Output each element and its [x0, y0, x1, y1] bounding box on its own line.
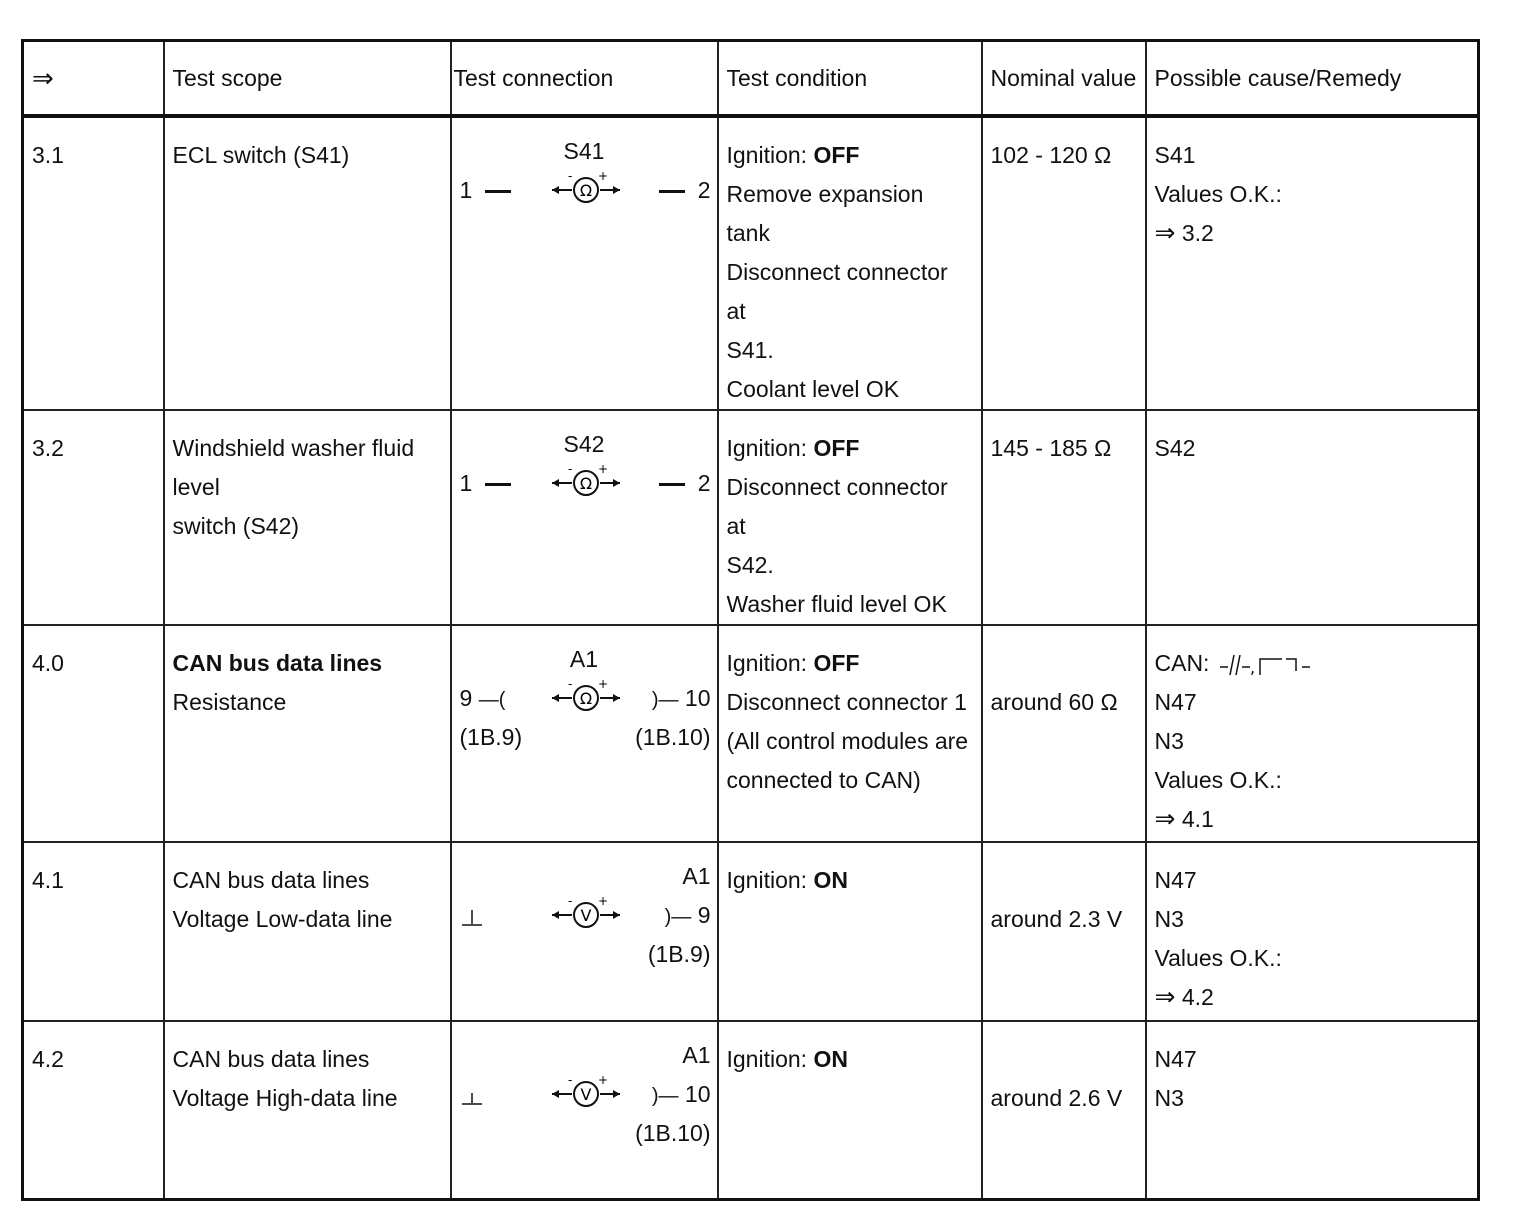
pin-left: 1 [460, 171, 511, 210]
component-label: A1 [682, 863, 711, 889]
pin-left-reference: (1B.9) [459, 724, 523, 750]
test-connection-diagram [452, 1022, 717, 1192]
nominal-cell: 145 - 185 Ω [982, 410, 1146, 625]
nominal-cell: 102 - 120 Ω [982, 116, 1146, 410]
connection-cell [451, 116, 718, 410]
component-label: S41 [563, 138, 605, 164]
svg-text:-: - [567, 678, 572, 691]
next-step-link[interactable]: ⇒ 3.2 [1154, 219, 1214, 247]
svg-text:V: V [580, 906, 591, 925]
pin-left: 1 [460, 464, 511, 503]
header-remedy: Possible cause/Remedy [1146, 41, 1479, 117]
pin-right: 2 [659, 464, 710, 503]
scope-cell: Windshield washer fluid level switch (S42) [164, 410, 451, 625]
test-connection-diagram [452, 843, 717, 1013]
socket-icon: —( [478, 689, 506, 711]
table-row [23, 116, 1479, 410]
next-step-link[interactable]: ⇒ 4.1 [1154, 805, 1214, 833]
condition-cell: Ignition: OFF Disconnect connector at S42. Washer fluid level OK [718, 410, 982, 625]
scope-cell: CAN bus data lines Voltage High-data line [164, 1021, 451, 1199]
table-row [23, 410, 1479, 625]
pin-right: 2 [659, 171, 710, 210]
step-cell: 3.2 [23, 410, 164, 625]
condition-cell [718, 842, 982, 1021]
scope-cell: CAN bus data lines Resistance [164, 625, 451, 842]
connection-cell [451, 625, 718, 842]
ground-symbol [460, 896, 484, 935]
remedy-cell: S42 [1146, 410, 1479, 625]
ground-icon [460, 908, 484, 928]
svg-text:+: + [597, 1074, 608, 1087]
scope-cell: CAN bus data lines Voltage Low-data line [164, 842, 451, 1021]
table-row [23, 842, 1479, 1021]
test-connection-diagram [452, 626, 717, 816]
remedy-cell: CAN: , N47 N3 Values O.K.: ⇒ 4.1 [1146, 625, 1479, 842]
ground-icon [460, 1087, 484, 1107]
header-test-connection: Test connection [451, 41, 718, 117]
svg-text:Ω: Ω [579, 689, 592, 708]
remedy-cell: N47 N3 [1146, 1021, 1479, 1199]
right-double-arrow-icon: ⇒ [1154, 219, 1176, 247]
right-double-arrow-icon: ⇒ [1154, 983, 1176, 1011]
svg-text:-: - [567, 463, 572, 476]
socket-icon: )— [651, 689, 679, 711]
header-nominal-value: Nominal value [982, 41, 1146, 117]
header-test-condition: Test condition [718, 41, 982, 117]
svg-text:+: + [597, 895, 608, 908]
test-connection-diagram [452, 411, 717, 601]
step-cell: 4.2 [23, 1021, 164, 1199]
component-label: A1 [569, 646, 599, 672]
header-test-scope: Test scope [164, 41, 451, 117]
header-row [23, 41, 1479, 117]
component-label: A1 [682, 1042, 711, 1068]
connection-cell [451, 1021, 718, 1199]
next-step-link[interactable]: ⇒ 4.2 [1154, 983, 1214, 1011]
nominal-cell: around 60 Ω [982, 625, 1146, 842]
pin-right: )— 10 [651, 1081, 711, 1107]
connection-cell [451, 842, 718, 1021]
ohmmeter-icon [550, 170, 622, 210]
svg-text:-: - [567, 1074, 572, 1087]
condition-cell: Ignition: OFF Remove expansion tank Disconnect connector at S41. Coolant level OK [718, 116, 982, 410]
condition-cell: Ignition: OFF Disconnect connector 1 (All control modules are connected to CAN) [718, 625, 982, 842]
pin-right-reference: (1B.10) [635, 724, 711, 750]
remedy-cell: S41 Values O.K.: ⇒ 3.2 [1146, 116, 1479, 410]
pin-left: 9 —( [459, 685, 506, 711]
ignition-state: Ignition: ON [726, 1046, 848, 1072]
socket-icon: )— [664, 906, 692, 928]
socket-icon: )— [651, 1085, 679, 1107]
can-signal-icon [1216, 653, 1312, 677]
step-cell: 3.1 [23, 116, 164, 410]
svg-text:+: + [597, 463, 608, 476]
nominal-cell: around 2.6 V [982, 1021, 1146, 1199]
svg-text:-: - [567, 170, 572, 183]
svg-text:+: + [597, 678, 608, 691]
svg-text:V: V [580, 1085, 591, 1104]
ohmmeter-icon [550, 463, 622, 503]
svg-text:-: - [567, 895, 572, 908]
can-line: CAN: , [1155, 644, 1470, 683]
table-row [23, 625, 1479, 842]
component-label: S42 [563, 431, 605, 457]
ignition-state: Ignition: ON [726, 867, 848, 893]
svg-text:+: + [597, 170, 608, 183]
pin-right: )— 10 [651, 685, 711, 711]
nominal-cell: around 2.3 V [982, 842, 1146, 1021]
test-connection-diagram [452, 118, 717, 308]
step-cell: 4.0 [23, 625, 164, 842]
pin-right: )— 9 [664, 902, 711, 928]
svg-text:,: , [1249, 657, 1255, 677]
voltmeter-icon [550, 895, 622, 935]
svg-text:Ω: Ω [579, 474, 592, 493]
pin-right-reference: (1B.10) [635, 1120, 711, 1146]
ground-symbol [460, 1075, 484, 1114]
pin-right-reference: (1B.9) [647, 941, 711, 967]
step-cell: 4.1 [23, 842, 164, 1021]
ignition-state: Ignition: OFF [726, 435, 860, 461]
connection-cell [451, 410, 718, 625]
svg-text:Ω: Ω [579, 181, 592, 200]
voltmeter-icon [550, 1074, 622, 1114]
ignition-state: Ignition: OFF [726, 142, 860, 168]
header-step: ⇒ [23, 41, 164, 117]
diagnostic-test-table [21, 39, 1480, 1201]
ohmmeter-icon [550, 678, 622, 718]
condition-cell [718, 1021, 982, 1199]
remedy-cell: N47 N3 Values O.K.: ⇒ 4.2 [1146, 842, 1479, 1021]
ignition-state: Ignition: OFF [726, 650, 860, 676]
right-double-arrow-icon: ⇒ [1154, 805, 1176, 833]
table-row [23, 1021, 1479, 1199]
scope-cell: ECL switch (S41) [164, 116, 451, 410]
